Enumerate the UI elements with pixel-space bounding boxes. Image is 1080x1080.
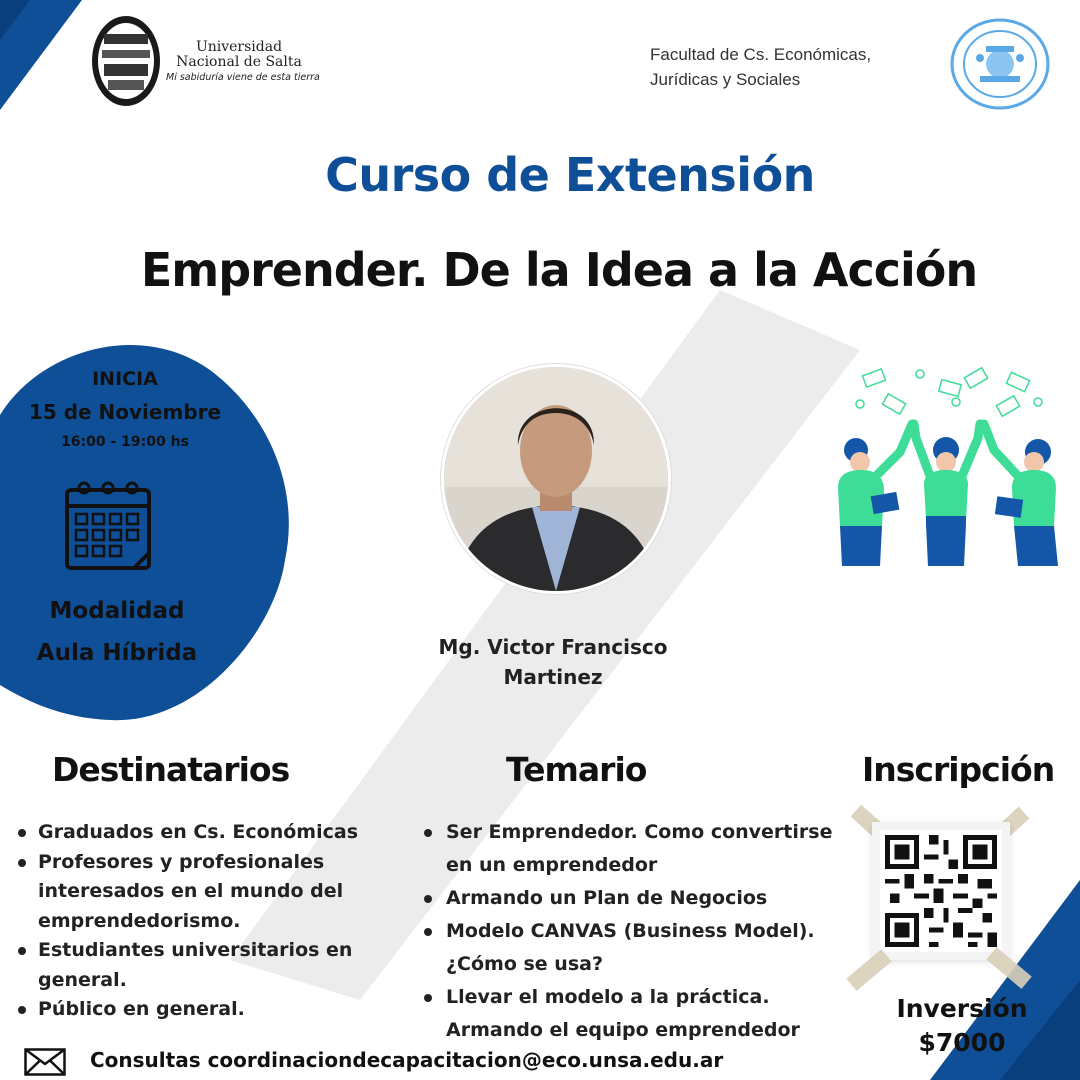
mail-icon [24, 1048, 66, 1076]
contact-email[interactable]: Consultas coordinaciondecapacitacion@eco.unsa.edu.ar [90, 1048, 724, 1072]
course-type-title: Curso de Extensión [325, 148, 815, 202]
qr-code[interactable] [880, 830, 1002, 952]
start-date: 15 de Noviembre [28, 400, 222, 424]
investment-label: Inversión [896, 994, 1028, 1023]
investment-value: $7000 [918, 1028, 1006, 1057]
speaker-name [400, 632, 706, 692]
course-name-title: Emprender. De la Idea a la Acción [140, 243, 978, 297]
start-hours: 16:00 - 19:00 hs [61, 434, 189, 450]
faculty-name [650, 42, 910, 92]
temario-list [424, 816, 844, 1047]
modality-label: Modalidad [49, 598, 185, 624]
top-left-corner-decoration [0, 0, 90, 115]
university-motto: Mi sabiduría viene de esta tierra [166, 72, 320, 83]
list-item: Modelo CANVAS (Business Model). ¿Cómo se usa? [424, 915, 844, 981]
list-item: Graduados en Cs. Económicas [18, 818, 378, 848]
list-item: Ser Emprendedor. Como convertirse en un emprendedor [424, 816, 844, 882]
modality-value: Aula Híbrida [36, 640, 198, 666]
university-seal [90, 14, 162, 108]
faculty-line-1: Facultad de Cs. Económicas, [650, 45, 872, 64]
temario-heading: Temario [506, 750, 647, 789]
university-name: Universidad Nacional de Salta [176, 39, 302, 70]
list-item: Armando un Plan de Negocios [424, 882, 844, 915]
faculty-line-2: Jurídicas y Sociales [650, 70, 801, 89]
speaker-photo [441, 364, 671, 594]
destinatarios-list [18, 818, 378, 1025]
destinatarios-heading: Destinatarios [52, 750, 290, 789]
list-item: Profesores y profesionales interesados en el mundo del emprendedorismo. [18, 848, 378, 937]
list-item: Llevar el modelo a la práctica. Armando el equipo emprendedor [424, 981, 844, 1047]
start-label: INICIA [92, 368, 158, 390]
inscripcion-heading: Inscripción [862, 750, 1055, 789]
faculty-seal [950, 18, 1050, 110]
calendar-icon [64, 480, 152, 572]
list-item: Estudiantes universitarios en general. [18, 936, 378, 995]
team-high-five-illustration [828, 358, 1068, 570]
investment [880, 992, 1044, 1060]
list-item: Público en general. [18, 995, 378, 1025]
speaker-name-line-1: Mg. Victor Francisco [438, 635, 668, 659]
speaker-name-line-2: Martinez [503, 665, 603, 689]
